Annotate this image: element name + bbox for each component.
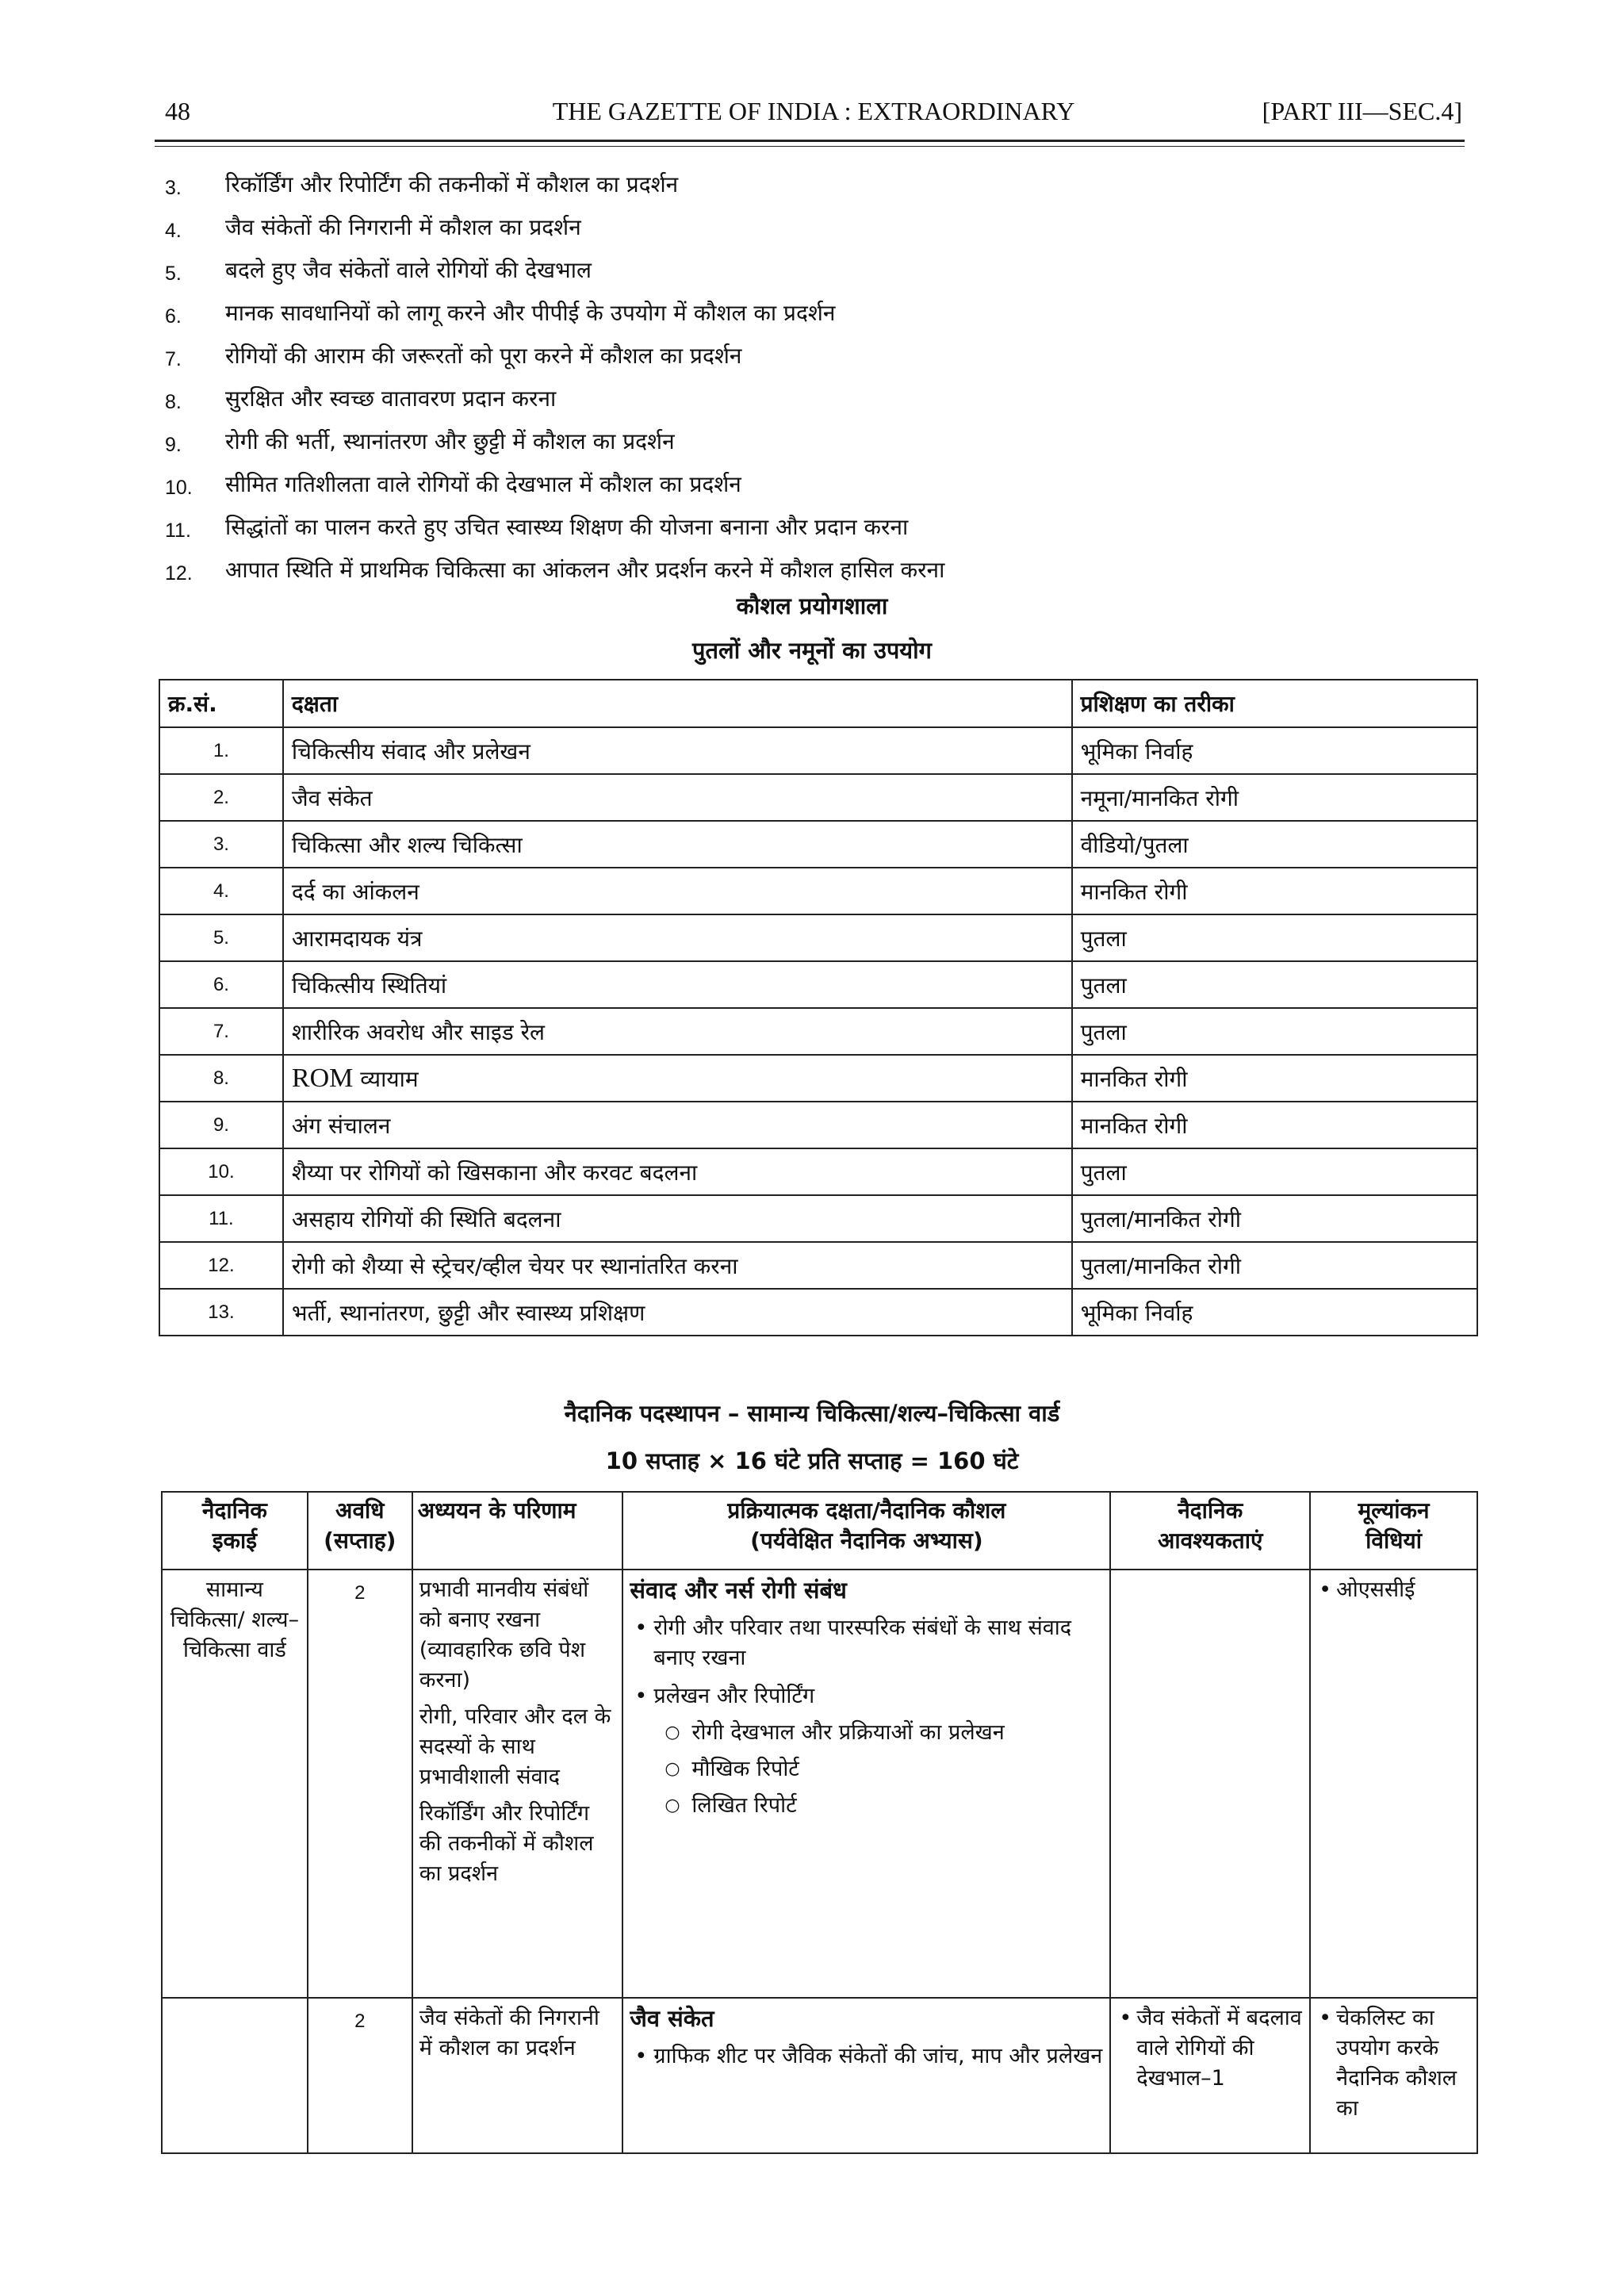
table-row: 9. अंग संचालन मानकित रोगी — [159, 1102, 1477, 1148]
skills-lab-subheading: पुतलों और नमूनों का उपयोग — [692, 637, 932, 664]
clinical-subheading: 10 सप्ताह × 16 घंटे प्रति सप्ताह = 160 घंटे — [605, 1447, 1019, 1474]
objectives-list — [165, 168, 1465, 596]
list-item: 7. रोगियों की आराम की जरूरतों को पूरा करने में कौशल का प्रदर्शन — [165, 343, 742, 370]
gazette-title: THE GAZETTE OF INDIA : EXTRAORDINARY — [552, 97, 1075, 125]
list-item: 8. सुरक्षित और स्वच्छ वातावरण प्रदान करना — [165, 385, 557, 413]
procedure-title: जैव संकेत — [630, 2005, 714, 2032]
table-row: 5. आरामदायक यंत्र पुतला — [159, 914, 1477, 961]
table-row: 7. शारीरिक अवरोध और साइड रेल पुतला — [159, 1008, 1477, 1055]
column-header-requirements: नैदानिक आवश्यकताएं — [1110, 1492, 1310, 1570]
outcome-cell: जैव संकेतों की निगरानी में कौशल का प्रदर्शन — [412, 1998, 623, 2153]
table-row: 6. चिकित्सीय स्थितियां पुतला — [159, 961, 1477, 1008]
unit-cell — [162, 1998, 308, 2153]
outcome-cell: प्रभावी मानवीय संबंधों को बनाए रखना (व्यावहारिक छवि पेश करना) रोगी, परिवार और दल के सदस्यों के साथ प्रभावीशाली संवाद रिकॉर्डिंग और रिपोर्टिंग की तकनीकों में कौशल का प्रदर्शन — [412, 1570, 623, 1998]
list-item: 6. मानक सावधानियों को लागू करने और पीपीई के उपयोग में कौशल का प्रदर्शन — [165, 300, 836, 328]
table-row: 8. ROM व्यायाम मानकित रोगी — [159, 1055, 1477, 1102]
table-header-row — [162, 1492, 1477, 1570]
list-item: 12. आपात स्थिति में प्राथमिक चिकित्सा का आंकलन और प्रदर्शन करने में कौशल हासिल करना — [165, 557, 945, 585]
list-item: 3. रिकॉर्डिंग और रिपोर्टिंग की तकनीकों में कौशल का प्रदर्शन — [165, 171, 679, 199]
column-header-procedure: प्रक्रियात्मक दक्षता/नैदानिक कौशल (पर्यवेक्षित नैदानिक अभ्यास) — [622, 1492, 1110, 1570]
procedure-title: संवाद और नर्स रोगी संबंध — [630, 1577, 847, 1604]
table-row: 3. चिकित्सा और शल्य चिकित्सा वीडियो/पुतला — [159, 821, 1477, 868]
page-number: 48 — [165, 97, 190, 125]
procedure-cell: जैव संकेत • ग्राफिक शीट पर जैविक संकेतों की जांच, माप और प्रलेखन — [622, 1998, 1110, 2153]
column-header-method: प्रशिक्षण का तरीका — [1072, 680, 1477, 727]
column-header-evaluation: मूल्यांकन विधियां — [1310, 1492, 1477, 1570]
column-header-duration: अवधि (सप्ताह) — [308, 1492, 412, 1570]
procedure-cell: संवाद और नर्स रोगी संबंध • रोगी और परिवार तथा पारस्परिक संबंधों के साथ संवाद बनाए रखना • प्रलेखन और रिपोर्टिंग ○ रोगी देखभाल और प्रक्रियाओं का प्रलेखन ○ मौखिक रिपोर्ट ○ लिखित रिपोर्ट — [622, 1570, 1110, 1998]
table-row: 10. शैय्या पर रोगियों को खिसकाना और करवट बदलना पुतला — [159, 1148, 1477, 1195]
column-header-outcome: अध्ययन के परिणाम — [412, 1492, 623, 1570]
skills-lab-table — [159, 679, 1478, 1336]
table-header-row — [159, 680, 1477, 727]
table-row: 12. रोगी को शैय्या से स्ट्रेचर/व्हील चेयर पर स्थानांतरित करना पुतला/मानकित रोगी — [159, 1242, 1477, 1289]
list-item: 4. जैव संकेतों की निगरानी में कौशल का प्रदर्शन — [165, 214, 581, 242]
table-row: 4. दर्द का आंकलन मानकित रोगी — [159, 868, 1477, 914]
header-rule-thick — [155, 140, 1465, 142]
requirement-cell: • जैव संकेतों में बदलाव वाले रोगियों की देखभाल–1 — [1110, 1998, 1310, 2153]
table-row: 13. भर्ती, स्थानांतरण, छुट्टी और स्वास्थ्य प्रशिक्षण भूमिका निर्वाह — [159, 1289, 1477, 1336]
column-header-unit: नैदानिक इकाई — [162, 1492, 308, 1570]
list-item: 5. बदले हुए जैव संकेतों वाले रोगियों की देखभाल — [165, 257, 592, 285]
part-section-label: [PART III—SEC.4] — [1262, 97, 1462, 125]
table-row: 11. असहाय रोगियों की स्थिति बदलना पुतला/मानकित रोगी — [159, 1195, 1477, 1242]
evaluation-cell: • ओएससीई — [1310, 1570, 1477, 1998]
table-row: 2. जैव संकेत नमूना/मानकित रोगी — [159, 774, 1477, 821]
list-item: 10. सीमित गतिशीलता वाले रोगियों की देखभाल में कौशल का प्रदर्शन — [165, 471, 741, 499]
table-row: 1. चिकित्सीय संवाद और प्रलेखन भूमिका निर्वाह — [159, 727, 1477, 774]
clinical-table — [161, 1491, 1478, 2154]
rom-label: ROM — [291, 1063, 354, 1093]
requirement-cell — [1110, 1570, 1310, 1998]
clinical-heading: नैदानिक पदस्थापन – सामान्य चिकित्सा/शल्य–चिकित्सा वार्ड — [564, 1400, 1060, 1427]
skills-lab-heading: कौशल प्रयोगशाला — [736, 592, 888, 619]
page-header — [165, 97, 1462, 135]
unit-cell: सामान्य चिकित्सा/ शल्य– चिकित्सा वार्ड — [162, 1570, 308, 1998]
duration-cell: 2 — [308, 1570, 412, 1998]
column-header-sn: क्र.सं. — [159, 680, 283, 727]
table-row — [162, 1998, 1477, 2153]
list-item: 9. रोगी की भर्ती, स्थानांतरण और छुट्टी में कौशल का प्रदर्शन — [165, 428, 675, 456]
column-header-skill: दक्षता — [283, 680, 1072, 727]
duration-cell: 2 — [308, 1998, 412, 2153]
evaluation-cell: • चेकलिस्ट का उपयोग करके नैदानिक कौशल का — [1310, 1998, 1477, 2153]
header-rule-thin — [155, 146, 1465, 147]
table-row — [162, 1570, 1477, 1998]
list-item: 11. सिद्धांतों का पालन करते हुए उचित स्वास्थ्य शिक्षण की योजना बनाना और प्रदान करना — [165, 514, 909, 542]
